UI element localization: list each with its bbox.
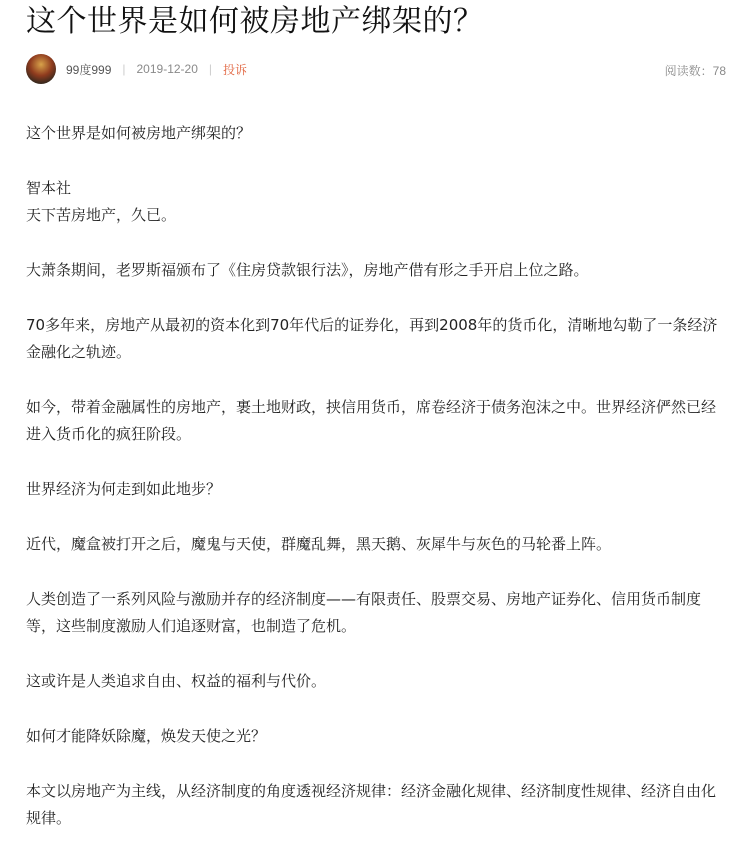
read-count: 阅读数：78 bbox=[664, 64, 726, 78]
body-paragraph: 这个世界是如何被房地产绑架的？ bbox=[26, 124, 252, 142]
body-paragraph: 人类创造了一系列风险与激励并存的经济制度——有限责任、股票交易、房地产证券化、信用货币制度等，这些制度激励人们追逐财富，也制造了危机。 bbox=[26, 590, 702, 635]
meta-divider: | bbox=[208, 62, 213, 76]
article-body bbox=[26, 120, 726, 860]
body-paragraph: 世界经济为何走到如此地步？ bbox=[26, 480, 222, 498]
meta-divider: | bbox=[122, 62, 126, 76]
article-title: 这个世界是如何被房地产绑架的？ bbox=[26, 4, 484, 39]
body-paragraph: 这或许是人类追求自由、权益的福利与代价。 bbox=[26, 672, 327, 690]
body-paragraph: 大萧条期间，老罗斯福颁布了《住房贷款银行法》，房地产借有形之手开启上位之路。 bbox=[26, 261, 589, 279]
author-name-link[interactable]: 99度999 bbox=[66, 62, 112, 77]
body-paragraph: 如何才能降妖除魔，焕发天使之光？ bbox=[26, 727, 267, 745]
body-paragraph: 如今，带着金融属性的房地产，裹土地财政，挟信用货币，席卷经济于债务泡沫之中。世界经济俨然已经进入货币化的疯狂阶段。 bbox=[26, 398, 717, 443]
body-paragraph: 智本社 bbox=[26, 179, 72, 197]
article-meta bbox=[26, 49, 726, 89]
body-paragraph: 近代，魔盒被打开之后，魔鬼与天使，群魔乱舞，黑天鹅、灰犀牛与灰色的马轮番上阵。 bbox=[26, 535, 612, 553]
body-paragraph: 本文以房地产为主线，从经济制度的角度透视经济规律：经济金融化规律、经济制度性规律、经济自由化规律。 bbox=[26, 782, 717, 827]
body-paragraph: 70多年来，房地产从最初的资本化到70年代后的证券化，再到2008年的货币化，清晰地勾勒了一条经济金融化之轨迹。 bbox=[26, 316, 718, 361]
body-paragraph: 天下苦房地产，久已。 bbox=[26, 206, 177, 224]
publish-date: 2019-12-20 bbox=[136, 62, 198, 76]
article-header bbox=[26, 0, 726, 89]
report-link[interactable]: 投诉 bbox=[223, 62, 248, 77]
author-avatar[interactable] bbox=[26, 54, 56, 84]
